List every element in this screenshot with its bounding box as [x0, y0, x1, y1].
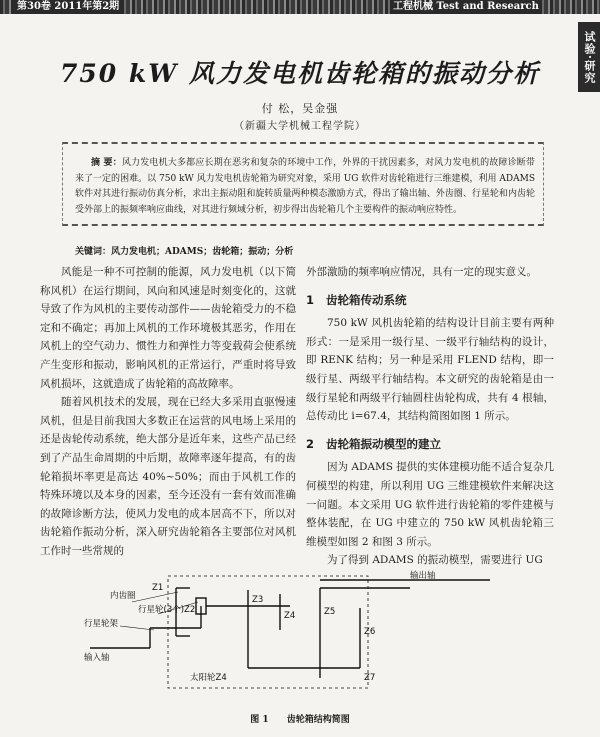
running-header-right: 工程机械 Test and Research [390, 0, 542, 14]
paragraph: 随着风机技术的发展，现在已经大多采用直驱慢速风机，但是目前我国大多数正在运营的风电场上采用的还是齿轮传动系统，绝大部分是近年来，这些产品已经到了产品生命周期的中后期，故障率逐年提高，有的齿轮箱损坏率更是高达 40%~50%；而由于风机工作的特殊环境以及本身的因素，至今还没有一套有效而准确的故障诊断方法，使风力发电的成本居高不下，所以对齿轮箱作振动分析，深入研究齿轮箱各主要部位对风机工作时一些常规的 [40, 396, 296, 557]
label-z4: Z4 [284, 611, 296, 621]
label-z1: Z1 [152, 583, 164, 593]
abstract-text: 风力发电机大多都应长期在恶劣和复杂的环境中工作，外界的干扰因素多，对风力发电机的故障诊断带来了一定的困难。以 750 kW 风力发电机齿轮箱为研究对象，采用 UG 软件对齿轮箱进行三维建模，利用 ADAMS 软件对其进行振动仿真分析，求出主振动阻和旋转质量两种模态激励方式，得出了输出轴、外齿圈、行星轮和内齿轮受外部上的振频率响应曲线，对其进行频域分析，初步得出齿轮箱几个主要构件的振动响应特性。 [75, 158, 535, 215]
header-band [0, 0, 600, 14]
article-affiliation: （新疆大学机械工程学院） [234, 121, 366, 132]
label-z6: Z6 [364, 627, 376, 637]
left-column [40, 263, 296, 561]
paragraph: 风能是一种不可控制的能源，风力发电机（以下简称风机）在运行期间，风向和风速是时刻变化的，这就导致了作为风机的主要传动部件——齿轮箱受力的不稳定和不确定；再加上风机的工作环境极其恶劣，作用在风机上的空气动力、惯性力和弹性力等变载荷会使系统产生变形和振动，影响风机的正常运行，严重时将导致风机损坏，这就造成了齿轮箱的高故障率。 [40, 266, 296, 390]
label-z3: Z3 [252, 595, 264, 605]
label-output-shaft: 输出轴 [410, 571, 436, 581]
label-carrier: 行星轮架 [84, 619, 119, 629]
section-title: 齿轮箱振动模型的建立 [326, 436, 442, 451]
label-planet: 行星轮(3个)Z2 [138, 605, 196, 615]
figure-number: 图 1 [250, 715, 269, 725]
article-authors: 付 松，吴金强 [261, 102, 339, 115]
label-ring-gear: 内齿圈 [110, 591, 136, 601]
section-heading-2 [306, 435, 554, 454]
keywords: 关键词：风力发电机；ADAMS；齿轮箱；振动；分析 [75, 247, 294, 257]
label-z5: Z5 [324, 607, 336, 617]
figure-caption-text: 齿轮箱结构简图 [286, 715, 350, 725]
paragraph: 为了得到 ADAMS 的振动模型，需要进行 UG [327, 554, 543, 567]
abstract-label: 摘 要： [91, 158, 122, 168]
section-side-tab: 试验·研究 [578, 22, 600, 92]
figure-caption [0, 712, 600, 725]
section-title: 齿轮箱传动系统 [326, 292, 407, 307]
article-title: 750 kW 风力发电机齿轮箱的振动分析 [60, 59, 540, 88]
diagram-lines [90, 576, 490, 688]
right-column [306, 263, 554, 570]
paragraph: 因为 ADAMS 提供的实体建模功能不适合复杂几何模型的构建，所以利用 UG 三维建模软件来解决这一问题。本文采用 UG 软件进行齿轮箱的零件建模与整体装配，在 UG 中建立的 750 kW 风机齿轮箱三维模型如图 2 和图 3 所示。 [306, 461, 554, 548]
section-number: 2 [306, 436, 315, 451]
section-number: 1 [306, 292, 315, 307]
label-input-shaft: 输入轴 [84, 653, 110, 663]
running-header-left: 第30卷 2011年第2期 [14, 0, 122, 14]
abstract-box [62, 142, 544, 226]
label-z7: Z7 [364, 673, 376, 683]
section-heading-1 [306, 291, 554, 310]
gearbox-structure-diagram [80, 568, 550, 708]
paragraph: 外部激励的频率响应情况，具有一定的现实意义。 [306, 266, 537, 278]
label-sun-gear: 太阳轮Z4 [190, 673, 227, 683]
paragraph: 750 kW 风机齿轮箱的结构设计目前主要有两种形式：一是采用一级行星、一级平行轴结构的设计，即 RENK 结构；另一种是采用 FLEND 结构，即一级行星、两级平行轴结构。本文研究的齿轮箱是由一级行星轮和两级平行轴圆柱齿轮构成，共有 4 根轴，总传动比 i=67.4，其结构简图如图 1 所示。 [306, 317, 554, 423]
